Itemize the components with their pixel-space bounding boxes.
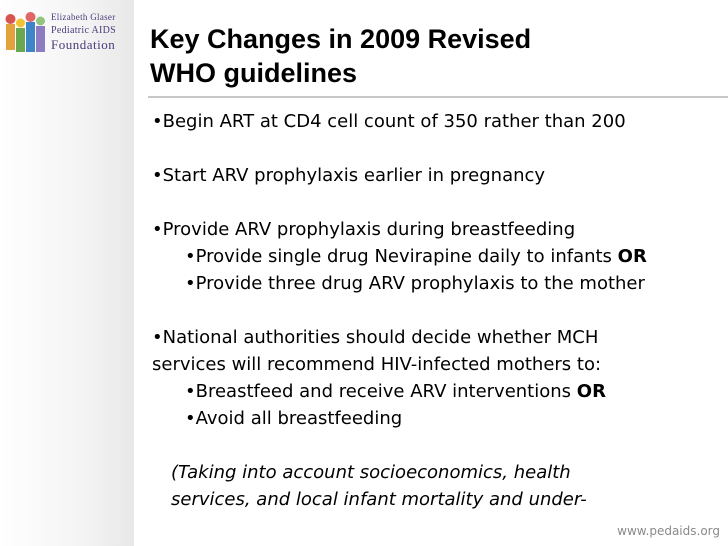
or-keyword: OR [576, 381, 606, 402]
children-figures-icon [5, 10, 47, 56]
foundation-logo [5, 8, 145, 60]
sub-bullet-breastfeed [152, 378, 722, 405]
sub-bullet-nevirapine [152, 243, 722, 270]
title-line-2: WHO guidelines [150, 58, 358, 88]
spacer [152, 432, 722, 459]
slide-title [150, 22, 531, 90]
logo-line-1: Elizabeth Glaser [51, 12, 116, 22]
title-line-1: Key Changes in 2009 Revised [150, 24, 532, 54]
bullet-start-arv: •Start ARV prophylaxis earlier in pregnancy [152, 165, 546, 186]
logo-line-3: Foundation [51, 37, 116, 52]
title-divider [148, 96, 728, 98]
spacer [152, 135, 722, 162]
bullet-national-authorities-line-2: services will recommend HIV-infected mothers to: [152, 354, 602, 375]
sub-bullet-three-drug: •Provide three drug ARV prophylaxis to the mother [185, 273, 645, 294]
logo-line-2: Pediatric AIDS [51, 25, 117, 36]
bullet-national-authorities-line-1: •National authorities should decide whether MCH [152, 327, 599, 348]
spacer [152, 189, 722, 216]
spacer [152, 297, 722, 324]
footer-url: www.pedaids.org [617, 524, 720, 538]
sidebar-background [0, 0, 134, 546]
bullet-provide-arv: •Provide ARV prophylaxis during breastfeeding [152, 219, 576, 240]
logo-wordmark [51, 10, 116, 52]
slide-body [152, 108, 722, 513]
sub-bullet-breastfeed-text: •Breastfeed and receive ARV interventions [185, 381, 572, 402]
note-line-2: services, and local infant mortality and under- [171, 489, 587, 510]
sub-bullet-nevirapine-text: •Provide single drug Nevirapine daily to infants [185, 246, 612, 267]
note-line-1: (Taking into account socioeconomics, health [171, 462, 571, 483]
or-keyword: OR [617, 246, 647, 267]
bullet-begin-art: •Begin ART at CD4 cell count of 350 rather than 200 [152, 111, 626, 132]
sub-bullet-avoid-breastfeeding: •Avoid all breastfeeding [185, 408, 403, 429]
